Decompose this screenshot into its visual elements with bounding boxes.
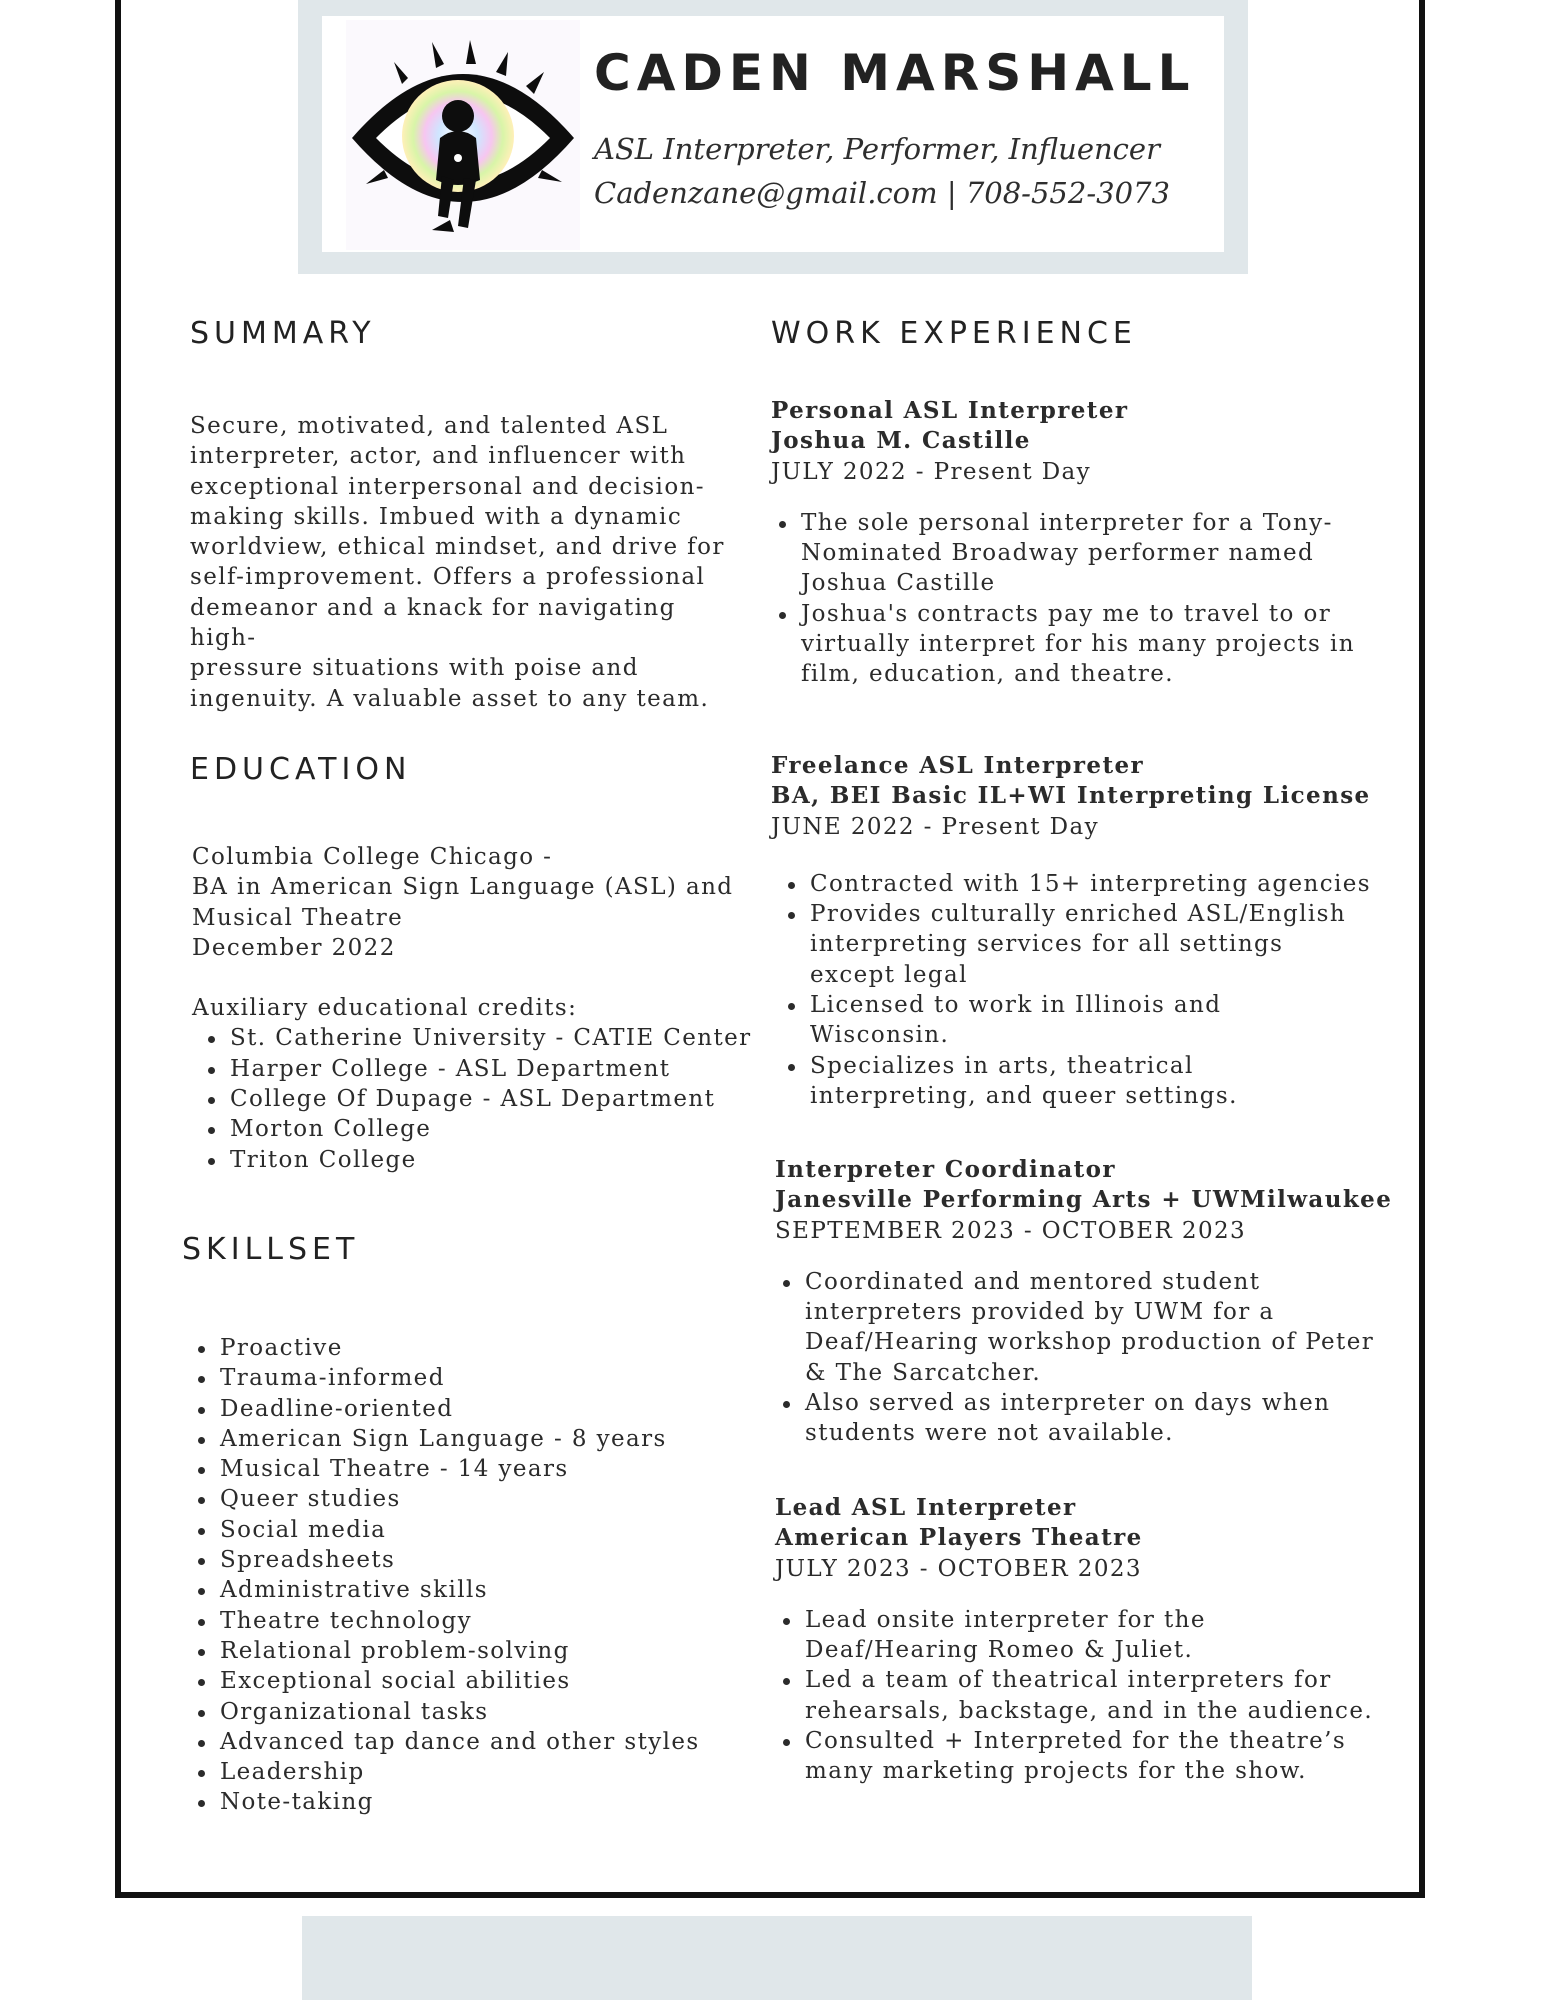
logo <box>346 20 580 250</box>
list-item: Theatre technology <box>190 1606 750 1636</box>
bullet-line: Led a team of theatrical interpreters for <box>805 1667 1332 1694</box>
list-item <box>775 1267 1395 1388</box>
list-item: Leadership <box>190 1757 750 1787</box>
education-line: Columbia College Chicago - <box>192 844 553 870</box>
list-item: American Sign Language - 8 years <box>190 1424 750 1454</box>
bullet-line: Joshua's contracts pay me to travel to or <box>801 600 1332 627</box>
bullet-line: Deaf/Hearing Romeo & Juliet. <box>805 1637 1194 1664</box>
list-item: Morton College <box>200 1114 752 1144</box>
summary-line: exceptional interpersonal and decision- <box>190 473 705 500</box>
list-item: Deadline-oriented <box>190 1394 750 1424</box>
job-bullets <box>775 1267 1395 1449</box>
job-bullets <box>771 508 1371 690</box>
list-item: Relational problem-solving <box>190 1636 750 1666</box>
list-item: Administrative skills <box>190 1575 750 1605</box>
skillset-list <box>190 1333 750 1818</box>
list-item <box>780 1051 1391 1112</box>
education-line: Musical Theatre <box>192 904 404 931</box>
job-entry <box>771 396 1371 690</box>
summary-heading: SUMMARY <box>190 316 376 351</box>
job-bullets <box>780 869 1391 1111</box>
bullet-line: students were not available. <box>805 1420 1174 1447</box>
list-item <box>771 508 1371 599</box>
bullet-line: Nominated Broadway performer named <box>801 540 1315 567</box>
summary-line: Secure, motivated, and talented ASL <box>190 413 669 439</box>
skillset-section <box>190 1333 750 1818</box>
list-item: Spreadsheets <box>190 1545 750 1575</box>
bullet-line: The sole personal interpreter for a Tony- <box>801 509 1333 536</box>
job-role: Interpreter Coordinator <box>775 1156 1116 1183</box>
job-role: Lead ASL Interpreter <box>775 1494 1077 1521</box>
candidate-name: CADEN MARSHALL <box>594 44 1196 102</box>
aux-credits-label: Auxiliary educational credits: <box>192 995 578 1022</box>
bullet-line: Provides culturally enriched ASL/English <box>810 901 1347 928</box>
summary-line: ingenuity. A valuable asset to any team. <box>190 685 710 712</box>
list-item <box>780 899 1391 990</box>
bullet-line: interpreters provided by UWM for a <box>805 1299 1275 1326</box>
list-item: Harper College - ASL Department <box>200 1054 752 1084</box>
bullet-line: film, education, and theatre. <box>801 661 1174 688</box>
education-heading: EDUCATION <box>190 752 412 787</box>
bullet-line: interpreting, and queer settings. <box>810 1082 1238 1109</box>
job-dates: JULY 2022 - Present Day <box>771 458 1092 485</box>
footer-band <box>302 1916 1252 2000</box>
education-line: December 2022 <box>192 934 396 961</box>
bullet-line: Licensed to work in Illinois and <box>810 992 1222 1019</box>
bullet-line: Contracted with 15+ interpreting agencies <box>810 870 1371 897</box>
rainbow-eye-icon <box>346 20 580 250</box>
bullet-line: virtually interpret for his many projects in <box>801 631 1355 658</box>
list-item <box>775 1726 1395 1787</box>
bullet-line: interpreting services for all settings <box>810 931 1284 958</box>
job-organization: BA, BEI Basic IL+WI Interpreting License <box>771 782 1371 810</box>
aux-credits-list <box>200 1023 752 1174</box>
list-item <box>775 1665 1395 1726</box>
skillset-heading: SKILLSET <box>182 1232 360 1267</box>
summary-line: pressure situations with poise and <box>190 655 639 682</box>
work-heading: WORK EXPERIENCE <box>771 316 1137 351</box>
list-item: Queer studies <box>190 1484 750 1514</box>
bullet-line: Lead onsite interpreter for the <box>805 1606 1206 1633</box>
list-item: Advanced tap dance and other styles <box>190 1727 750 1757</box>
list-item: College Of Dupage - ASL Department <box>200 1084 752 1114</box>
list-item: Triton College <box>200 1145 752 1175</box>
list-item: Organizational tasks <box>190 1697 750 1727</box>
list-item: Trauma-informed <box>190 1363 750 1393</box>
list-item <box>780 990 1391 1051</box>
job-dates: SEPTEMBER 2023 - OCTOBER 2023 <box>775 1217 1247 1244</box>
summary-line: self-improvement. Offers a professional <box>190 564 706 591</box>
education-details <box>192 842 752 1175</box>
bullet-line: many marketing projects for the show. <box>805 1758 1307 1785</box>
bullet-line: Specializes in arts, theatrical <box>810 1052 1194 1079</box>
list-item: Social media <box>190 1515 750 1545</box>
job-entry <box>775 1155 1395 1449</box>
job-entry <box>775 1493 1395 1787</box>
bullet-line: Coordinated and mentored student <box>805 1268 1261 1295</box>
summary-line: worldview, ethical mindset, and drive for <box>190 534 725 561</box>
list-item <box>775 1388 1395 1449</box>
bullet-line: Also served as interpreter on days when <box>805 1390 1331 1417</box>
list-item: St. Catherine University - CATIE Center <box>200 1023 752 1053</box>
job-dates: JULY 2023 - OCTOBER 2023 <box>775 1555 1142 1582</box>
summary-text <box>190 411 750 714</box>
bullet-line: Wisconsin. <box>810 1022 950 1049</box>
bullet-line: Consulted + Interpreted for the theatre’s <box>805 1728 1347 1755</box>
list-item: Exceptional social abilities <box>190 1666 750 1696</box>
bullet-line: Deaf/Hearing workshop production of Peter <box>805 1329 1375 1356</box>
list-item: Proactive <box>190 1333 750 1363</box>
candidate-tagline: ASL Interpreter, Performer, Influencer <box>594 132 1160 166</box>
education-line: BA in American Sign Language (ASL) and <box>192 874 734 901</box>
bullet-line: rehearsals, backstage, and in the audience. <box>805 1697 1374 1724</box>
job-organization: American Players Theatre <box>775 1524 1143 1552</box>
list-item: Note-taking <box>190 1787 750 1817</box>
job-dates: JUNE 2022 - Present Day <box>771 813 1099 840</box>
bullet-line: Joshua Castille <box>801 570 996 597</box>
job-role: Freelance ASL Interpreter <box>771 752 1145 779</box>
job-bullets <box>775 1605 1395 1787</box>
summary-line: interpreter, actor, and influencer with <box>190 443 687 470</box>
bullet-line: & The Sarcatcher. <box>805 1359 1042 1386</box>
contact-info: Cadenzane@gmail.com | 708-552-3073 <box>594 176 1170 210</box>
job-role: Personal ASL Interpreter <box>771 397 1129 424</box>
list-item <box>775 1605 1395 1666</box>
bullet-line: except legal <box>810 961 968 988</box>
list-item <box>771 599 1371 690</box>
list-item: Musical Theatre - 14 years <box>190 1454 750 1484</box>
list-item <box>780 869 1391 899</box>
summary-line: demeanor and a knack for navigating high- <box>190 594 676 652</box>
job-entry <box>771 751 1391 1111</box>
job-organization: Janesville Performing Arts + UWMilwaukee <box>775 1186 1393 1214</box>
summary-line: making skills. Imbued with a dynamic <box>190 503 683 530</box>
job-organization: Joshua M. Castille <box>771 427 1031 455</box>
